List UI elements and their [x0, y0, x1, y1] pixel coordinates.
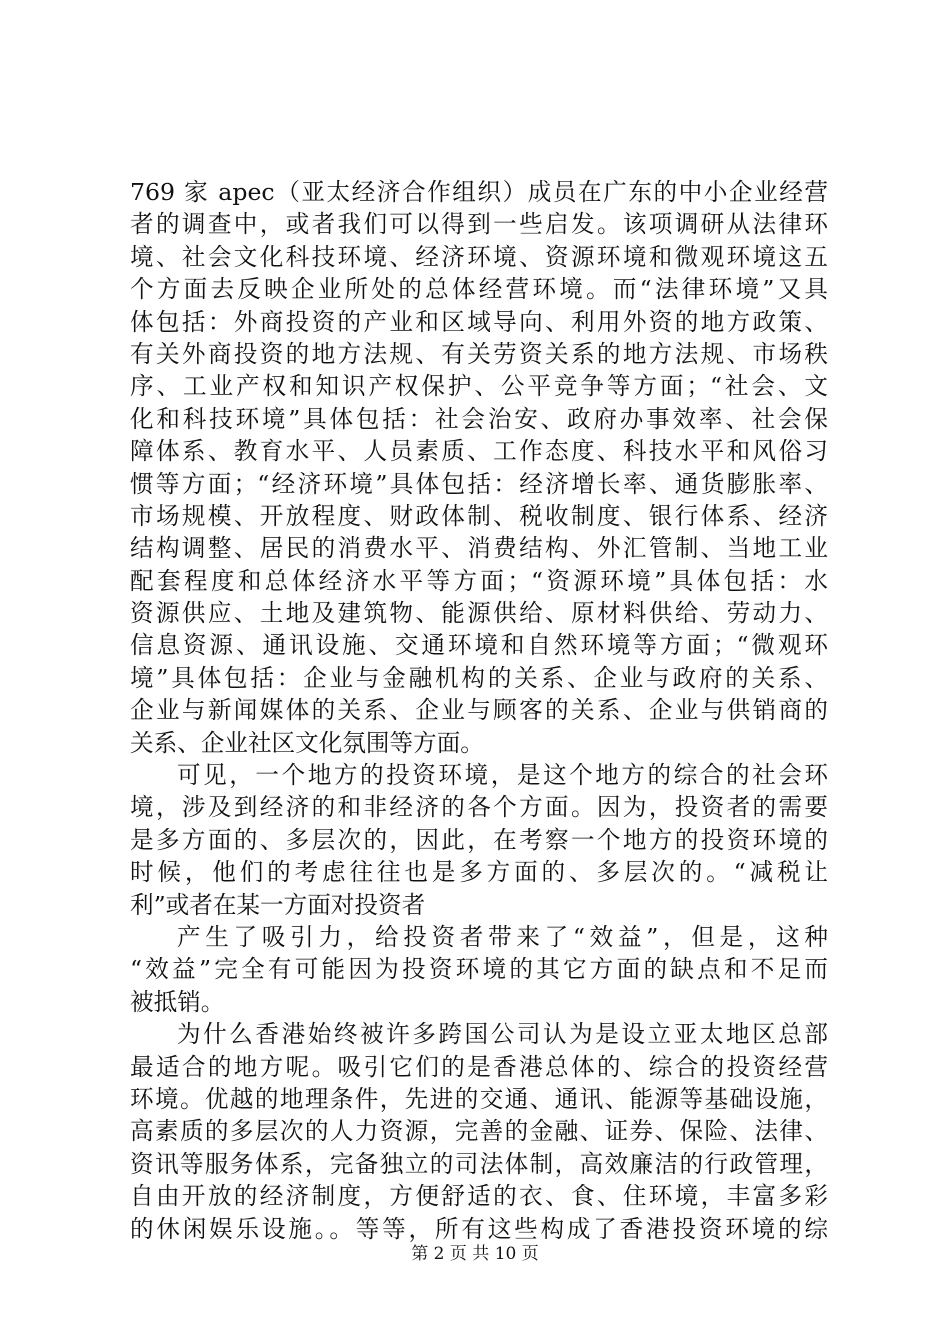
text-line: 时候，他们的考虑往往也是多方面的、多层次的。“减税让 [130, 858, 828, 887]
text-line: “效益”完全有可能因为投资环境的其它方面的缺点和不足而 [130, 955, 828, 984]
text-line: 序、工业产权和知识产权保护、公平竞争等方面；“社会、文 [130, 372, 828, 401]
text-line: 化和科技环境”具体包括：社会治安、政府办事效率、社会保 [130, 404, 828, 433]
page-footer: 第 2 页 共 10 页 [411, 1244, 539, 1264]
text-line: 体包括：外商投资的产业和区域导向、利用外资的地方政策、 [130, 307, 828, 336]
paragraph [130, 1018, 828, 1245]
text-line: 结构调整、居民的消费水平、消费结构、外汇管制、当地工业 [130, 534, 828, 563]
text-line: 配套程度和总体经济水平等方面；“资源环境”具体包括：水 [130, 566, 828, 595]
text-line: 环境。优越的地理条件，先进的交通、通讯、能源等基础设施， [130, 1084, 828, 1113]
text-line: 境、社会文化科技环境、经济环境、资源环境和微观环境这五 [130, 242, 828, 271]
text-line: 境”具体包括：企业与金融机构的关系、企业与政府的关系、 [130, 663, 828, 692]
text-line: 最适合的地方呢。吸引它们的是香港总体的、综合的投资经营 [130, 1052, 828, 1081]
text-line: 有关外商投资的地方法规、有关劳资关系的地方法规、市场秩 [130, 339, 828, 368]
text-line: 境，涉及到经济的和非经济的各个方面。因为，投资者的需要 [130, 793, 828, 822]
text-line: 利”或者在某一方面对投资者 [130, 890, 426, 919]
text-line: 信息资源、通讯设施、交通环境和自然环境等方面；“微观环 [130, 631, 828, 660]
text-line: 的休闲娱乐设施。。等等，所有这些构成了香港投资环境的综 [130, 1214, 828, 1243]
paragraph [130, 921, 828, 1018]
paragraph [130, 176, 828, 759]
text-line: 是多方面的、多层次的，因此，在考察一个地方的投资环境的 [130, 825, 828, 854]
text-line: 障体系、教育水平、人员素质、工作态度、科技水平和风俗习 [130, 437, 828, 466]
text-line: 为什么香港始终被许多跨国公司认为是设立亚太地区总部 [177, 1020, 828, 1049]
text-line: 企业与新闻媒体的关系、企业与顾客的关系、企业与供销商的 [130, 696, 828, 725]
text-line: 市场规模、开放程度、财政体制、税收制度、银行体系、经济 [130, 501, 828, 530]
text-line: 可见，一个地方的投资环境，是这个地方的综合的社会环 [177, 761, 828, 790]
text-line: 高素质的多层次的人力资源，完善的金融、证券、保险、法律、 [130, 1117, 828, 1146]
text-line: 769 家 apec（亚太经济合作组织）成员在广东的中小企业经营 [130, 178, 828, 206]
document-body [130, 176, 828, 1245]
text-line: 惯等方面；“经济环境”具体包括：经济增长率、通货膨胀率、 [130, 469, 828, 498]
text-line: 资源供应、土地及建筑物、能源供给、原材料供给、劳动力、 [130, 599, 828, 628]
text-line: 产生了吸引力，给投资者带来了“效益”，但是，这种 [177, 922, 828, 951]
paragraph [130, 759, 828, 921]
text-line: 被抵销。 [130, 987, 225, 1016]
text-line: 关系、企业社区文化氛围等方面。 [130, 728, 484, 757]
text-line: 资讯等服务体系，完备独立的司法体制，高效廉洁的行政管理， [130, 1149, 828, 1178]
text-line: 自由开放的经济制度，方便舒适的衣、食、住环境，丰富多彩 [130, 1182, 828, 1211]
text-line: 个方面去反映企业所处的总体经营环境。而“法律环境”又具 [130, 275, 828, 304]
text-line: 者的调查中，或者我们可以得到一些启发。该项调研从法律环 [130, 210, 828, 239]
